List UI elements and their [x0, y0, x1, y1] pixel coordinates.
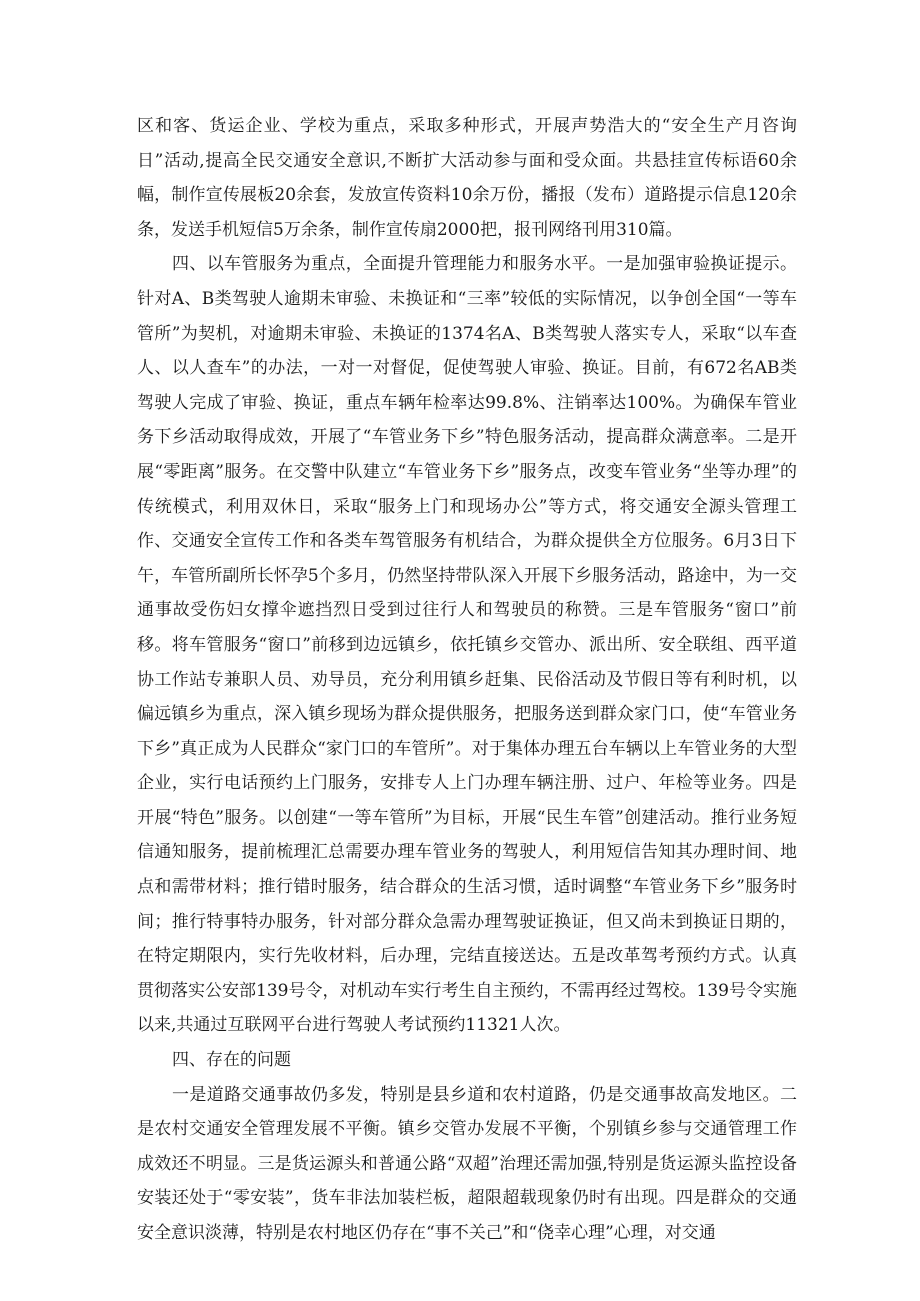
paragraph-existing-problems: 一是道路交通事故仍多发，特别是县乡道和农村道路，仍是交通事故高发地区。二是农村交通安全管理发展不平衡。镇乡交管办发展不平衡，个别镇乡参与交通管理工作成效还不明显。三是货运源头和普通公路“双超”治理还需加强,特别是货运源头监控设备安装还处于“零安装”，货车非法加装栏板，超限超载现象仍时有出现。四是群众的交通安全意识淡薄，特别是农村地区仍存在“事不关己”和“侥幸心理”心理，对交通: [137, 1084, 797, 1243]
section-heading-existing-problems: 四、存在的问题: [172, 1050, 291, 1071]
paragraph-vehicle-management-service: 四、以车管服务为重点，全面提升管理能力和服务水平。一是加强审验换证提示。针对A、B类驾驶人逾期未审验、未换证和“三率”较低的实际情况，以争创全国“一等车管所”为契机，对逾期未审验、未换证的1374名A、B类驾驶人落实专人，采取“以车查人、以人查车”的办法，一对一对督促，促使驾驶人审验、换证。目前，有672名AB类驾驶人完成了审验、换证，重点车辆年检率达99.8%、注销率达100%。为确保车管业务下乡活动取得成效，开展了“车管业务下乡”特色服务活动，提高群众满意率。二是开展“零距离”服务。在交警中队建立“车管业务下乡”服务点，改变车管业务“坐等办理”的传统模式，利用双休日，采取“服务上门和现场办公”等方式，将交通安全源头管理工作、交通安全宣传工作和各类车驾管服务有机结合，为群众提供全方位服务。6月3日下午，车管所副所长怀孕5个多月，仍然坚持带队深入开展下乡服务活动，路途中，为一交通事故受伤妇女撑伞遮挡烈日受到过往行人和驾驶员的称赞。三是车管服务“窗口”前移。将车管服务“窗口”前移到边远镇乡，依托镇乡交管办、派出所、安全联组、西平道协工作站专兼职人员、劝导员，充分利用镇乡赶集、民俗活动及节假日等有利时机，以偏远镇乡为重点，深入镇乡现场为群众提供服务，把服务送到群众家门口，使“车管业务下乡”真正成为人民群众“家门口的车管所”。对于集体办理五台车辆以上车管业务的大型企业，实行电话预约上门服务，安排专人上门办理车辆注册、过户、年检等业务。四是开展“特色”服务。以创建“一等车管所”为目标，开展“民生车管”创建活动。推行业务短信通知服务，提前梳理汇总需要办理车管业务的驾驶人，利用短信告知其办理时间、地点和需带材料；推行错时服务，结合群众的生活习惯，适时调整“车管业务下乡”服务时间；推行特事特办服务，针对部分群众急需办理驾驶证换证，但又尚未到换证日期的，在特定期限内，实行先收材料，后办理，完结直接送达。五是改革驾考预约方式。认真贯彻落实公安部139号令，对机动车实行考生自主预约，不需再经过驾校。139号令实施以来,共通过互联网平台进行驾驶人考试预约11321人次。: [137, 254, 797, 1036]
paragraph-publicity-continuation: 区和客、货运企业、学校为重点，采取多种形式，开展声势浩大的“安全生产月咨询日”活动,提高全民交通安全意识,不断扩大活动参与面和受众面。共悬挂宣传标语60余幅，制作宣传展板20余套，发放宣传资料10余万份，播报（发布）道路提示信息120余条，发送手机短信5万余条，制作宣传扇2000把，报刊网络刊用310篇。: [137, 116, 797, 240]
document-body: [137, 109, 797, 1251]
